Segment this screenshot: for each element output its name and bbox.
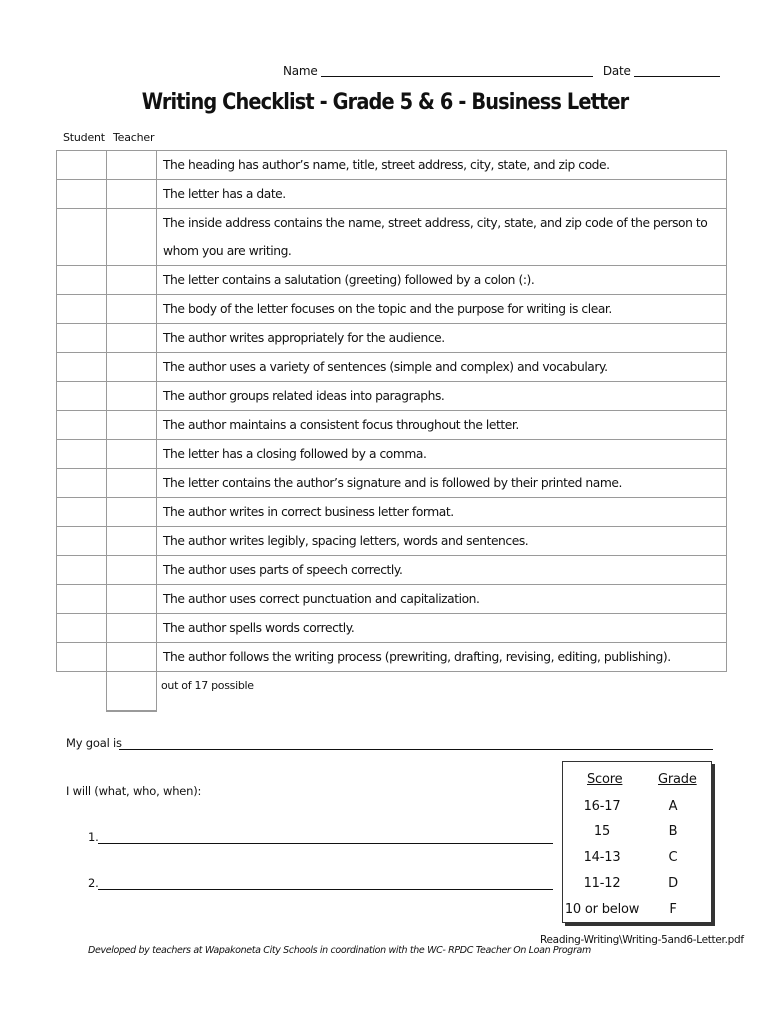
student-check-box[interactable] (57, 411, 107, 440)
checklist-row (57, 614, 727, 643)
checklist-row (57, 556, 727, 585)
score-header: Score (587, 772, 623, 787)
checklist-item-text: The author uses a variety of sentences (simple and complex) and vocabulary. (157, 353, 727, 382)
teacher-check-box[interactable] (107, 527, 157, 556)
checklist-row (57, 180, 727, 209)
checklist-item-text: The author writes appropriately for the audience. (157, 324, 727, 353)
student-check-box[interactable] (57, 527, 107, 556)
grade-scale-grade: F (669, 902, 677, 917)
checklist-row (57, 469, 727, 498)
checklist-item-text: The inside address contains the name, street address, city, state, and zip code of the person to whom you are writing. (157, 209, 727, 266)
checklist-item-text: The letter has a date. (157, 180, 727, 209)
checklist-item-text: The author groups related ideas into paragraphs. (157, 382, 727, 411)
grade-scale-score: 14-13 (583, 850, 621, 865)
checklist-item-text: The author writes in correct business letter format. (157, 498, 727, 527)
student-check-box[interactable] (57, 556, 107, 585)
grade-scale-score: 11-12 (583, 876, 621, 891)
checklist-item-text: The author maintains a consistent focus throughout the letter. (157, 411, 727, 440)
student-check-box[interactable] (57, 585, 107, 614)
name-label: Name (283, 64, 318, 78)
student-check-box[interactable] (57, 498, 107, 527)
teacher-check-box[interactable] (107, 353, 157, 382)
checklist-row (57, 151, 727, 180)
checklist-item-text: The author writes legibly, spacing letters, words and sentences. (157, 527, 727, 556)
checklist-item-text: The letter contains the author’s signature and is followed by their printed name. (157, 469, 727, 498)
teacher-check-box[interactable] (107, 556, 157, 585)
checklist-row (57, 353, 727, 382)
checklist-row (57, 440, 727, 469)
grade-scale-score: 16-17 (583, 799, 621, 814)
column-header-teacher: Teacher (113, 131, 155, 144)
checklist-row (57, 643, 727, 672)
grade-scale-score: 15 (593, 824, 611, 839)
name-date-row (283, 64, 720, 78)
grade-scale-score: 10 or below (564, 902, 640, 917)
student-check-box[interactable] (57, 614, 107, 643)
will-label: I will (what, who, when): (66, 784, 202, 798)
checklist-row (57, 295, 727, 324)
checklist-item-text: The heading has author’s name, title, street address, city, state, and zip code. (157, 151, 727, 180)
grade-scale-grade: A (668, 799, 678, 814)
teacher-total-score-box[interactable] (106, 658, 157, 712)
teacher-check-box[interactable] (107, 266, 157, 295)
page-title: Writing Checklist - Grade 5 & 6 - Business Letter (141, 90, 629, 115)
footer-credit: Developed by teachers at Wapakoneta City Schools in coordination with the WC- RPDC Teacher On Loan Program (88, 945, 591, 956)
student-check-box[interactable] (57, 151, 107, 180)
student-check-box[interactable] (57, 324, 107, 353)
goal-label: My goal is (66, 736, 122, 750)
teacher-check-box[interactable] (107, 295, 157, 324)
name-field[interactable] (321, 64, 593, 77)
checklist-row (57, 324, 727, 353)
checklist-item-text: The author uses correct punctuation and capitalization. (157, 585, 727, 614)
will-item-2-field[interactable] (98, 889, 553, 890)
teacher-check-box[interactable] (107, 585, 157, 614)
checklist-row (57, 585, 727, 614)
checklist-table (56, 150, 727, 672)
checklist-row (57, 498, 727, 527)
teacher-check-box[interactable] (107, 180, 157, 209)
student-check-box[interactable] (57, 469, 107, 498)
grade-scale-grade: C (668, 850, 678, 865)
teacher-check-box[interactable] (107, 411, 157, 440)
teacher-check-box[interactable] (107, 469, 157, 498)
student-check-box[interactable] (57, 382, 107, 411)
teacher-check-box[interactable] (107, 382, 157, 411)
teacher-check-box[interactable] (107, 324, 157, 353)
grade-scale-grade: D (668, 876, 678, 891)
grade-scale-grade: B (668, 824, 678, 839)
column-header-student: Student (63, 131, 105, 144)
checklist-row (57, 382, 727, 411)
teacher-check-box[interactable] (107, 151, 157, 180)
checklist-row (57, 209, 727, 266)
student-check-box[interactable] (57, 180, 107, 209)
student-check-box[interactable] (57, 353, 107, 382)
teacher-check-box[interactable] (107, 614, 157, 643)
grade-scale-box (562, 761, 712, 923)
checklist-item-text: The letter contains a salutation (greeting) followed by a colon (:). (157, 266, 727, 295)
will-item-1-number: 1. (88, 830, 99, 844)
date-field[interactable] (634, 64, 720, 77)
grade-header: Grade (658, 772, 697, 787)
teacher-check-box[interactable] (107, 498, 157, 527)
checklist-row (57, 266, 727, 295)
checklist-item-text: The author spells words correctly. (157, 614, 727, 643)
will-item-2-number: 2. (88, 876, 99, 890)
student-check-box[interactable] (57, 209, 107, 266)
teacher-check-box[interactable] (107, 209, 157, 266)
checklist-row (57, 411, 727, 440)
teacher-check-box[interactable] (107, 440, 157, 469)
will-item-1-field[interactable] (98, 843, 553, 844)
goal-field[interactable] (119, 749, 713, 750)
student-check-box[interactable] (57, 440, 107, 469)
footer-file-path: Reading-Writing\Writing-5and6-Letter.pdf (540, 934, 744, 946)
student-check-box[interactable] (57, 643, 107, 672)
out-of-possible-label: out of 17 possible (161, 679, 254, 692)
checklist-item-text: The letter has a closing followed by a comma. (157, 440, 727, 469)
checklist-row (57, 527, 727, 556)
checklist-item-text: The author follows the writing process (prewriting, drafting, revising, editing, publishing). (157, 643, 727, 672)
checklist-item-text: The body of the letter focuses on the topic and the purpose for writing is clear. (157, 295, 727, 324)
checklist-item-text: The author uses parts of speech correctly. (157, 556, 727, 585)
date-label: Date (602, 64, 631, 78)
student-check-box[interactable] (57, 266, 107, 295)
student-check-box[interactable] (57, 295, 107, 324)
